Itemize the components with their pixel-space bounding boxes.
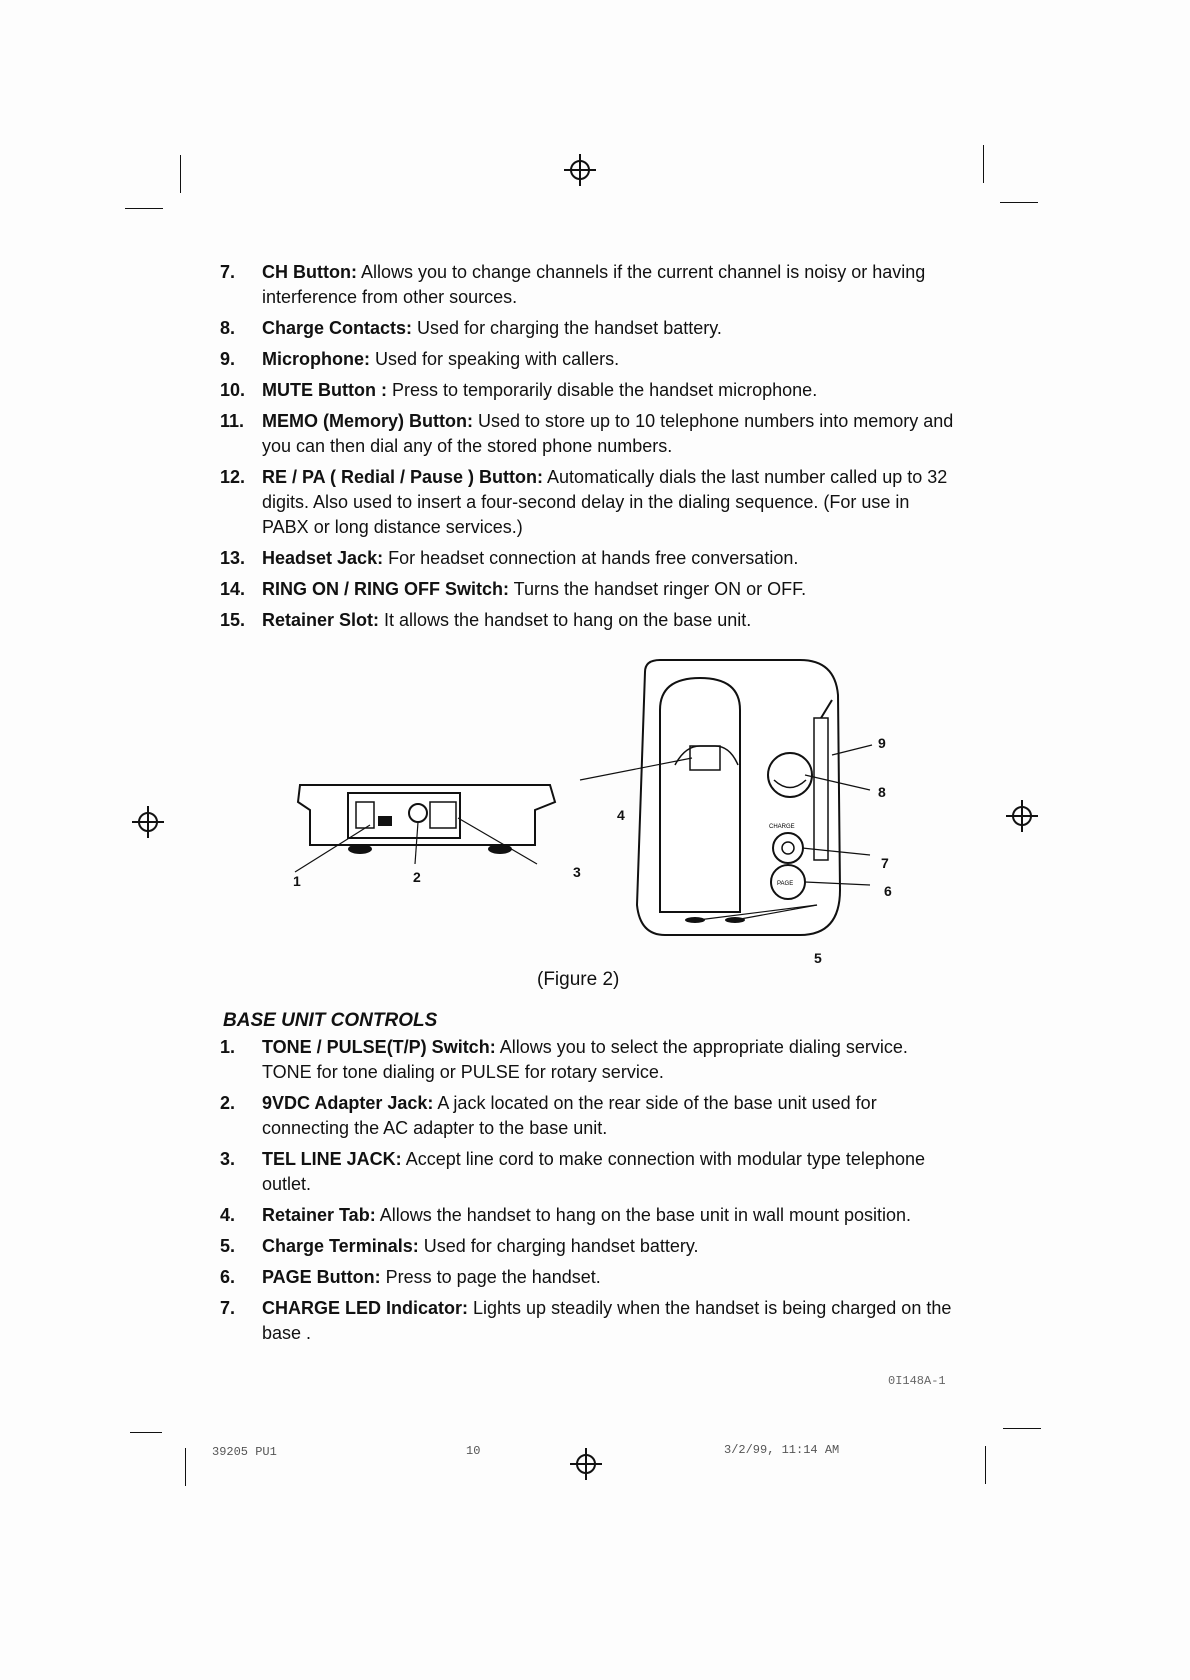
- item-number: 7.: [220, 1298, 236, 1318]
- item-term: MEMO (Memory) Button:: [262, 411, 473, 431]
- callout-number: 4: [617, 807, 625, 823]
- item-term: Charge Terminals:: [262, 1236, 419, 1256]
- list-item: [220, 1234, 960, 1259]
- item-term: Microphone:: [262, 349, 370, 369]
- list-item: [220, 465, 960, 540]
- list-item: [220, 1035, 960, 1085]
- footer-file-name: 39205 PU1: [212, 1445, 277, 1459]
- crop-mark: [180, 155, 181, 193]
- callout-number: 7: [881, 855, 889, 871]
- item-term: RE / PA ( Redial / Pause ) Button:: [262, 467, 544, 487]
- item-term: Charge Contacts:: [262, 318, 413, 338]
- item-number: 3.: [220, 1149, 236, 1169]
- item-number: 1.: [220, 1037, 236, 1057]
- base-unit-rear-view: [298, 785, 555, 854]
- item-number: 8.: [220, 318, 236, 338]
- item-description: It allows the handset to hang on the base unit.: [379, 610, 752, 630]
- item-description: Automatically dials the last number called up to 32 digits. Also used to insert a four-second delay in the dialing sequence. (For use in PABX or long distance services.): [262, 467, 948, 537]
- item-number: 5.: [220, 1236, 236, 1256]
- callout-number: 2: [413, 869, 421, 885]
- item-number: 15.: [220, 610, 246, 630]
- item-number: 4.: [220, 1205, 236, 1225]
- item-number: 11.: [220, 411, 245, 431]
- page-button-label: PAGE: [777, 881, 794, 887]
- section-heading: BASE UNIT CONTROLS: [223, 1010, 438, 1031]
- list-item: [220, 1147, 960, 1197]
- base-unit-front-view: [637, 660, 840, 935]
- item-term: PAGE Button:: [262, 1267, 381, 1287]
- item-description: Press to temporarily disable the handset microphone.: [386, 380, 818, 400]
- list-item: [220, 260, 960, 310]
- item-term: 9VDC Adapter Jack:: [262, 1093, 434, 1113]
- item-number: 6.: [220, 1267, 236, 1287]
- item-term: MUTE Button :: [262, 380, 387, 400]
- callout-number: 9: [878, 735, 886, 751]
- list-item: [220, 1296, 960, 1346]
- item-description: Allows the handset to hang on the base unit in wall mount position.: [375, 1205, 912, 1225]
- callout-number: 3: [573, 864, 581, 880]
- list-item: [220, 608, 960, 633]
- crop-mark: [130, 1432, 162, 1433]
- list-item: [220, 1203, 960, 1228]
- item-term: Retainer Tab:: [262, 1205, 376, 1225]
- item-description: Allows you to change channels if the current channel is noisy or having interference from other sources.: [262, 262, 926, 307]
- list-item: [220, 577, 960, 602]
- item-description: For headset connection at hands free conversation.: [383, 548, 799, 568]
- list-item: [220, 409, 960, 459]
- list-item: [220, 347, 960, 372]
- item-description: Accept line cord to make connection with modular type telephone outlet.: [262, 1149, 925, 1194]
- item-description: Lights up steadily when the handset is being charged on the base .: [262, 1298, 952, 1343]
- registration-mark-icon: [560, 150, 600, 190]
- charge-button-label: CHARGE: [769, 824, 795, 830]
- item-description: Allows you to select the appropriate dialing service. TONE for tone dialing or PULSE for rotary service.: [262, 1037, 908, 1082]
- crop-mark: [985, 1446, 986, 1484]
- list-item: [220, 1091, 960, 1141]
- registration-mark-icon: [566, 1444, 606, 1484]
- registration-mark-icon: [128, 802, 168, 842]
- list-item: [220, 546, 960, 571]
- item-description: Used to store up to 10 telephone numbers into memory and you can then dial any of the stored phone numbers.: [262, 411, 954, 456]
- item-number: 7.: [220, 262, 236, 282]
- item-number: 13.: [220, 548, 246, 568]
- item-description: Used for speaking with callers.: [370, 349, 620, 369]
- handset-feature-list: [220, 260, 960, 639]
- crop-mark: [125, 208, 163, 209]
- item-description: Used for charging handset battery.: [418, 1236, 699, 1256]
- item-number: 9.: [220, 349, 236, 369]
- item-term: Headset Jack:: [262, 548, 384, 568]
- document-code: 0I148A-1: [888, 1374, 946, 1388]
- base-unit-controls-list: [220, 1035, 960, 1352]
- callout-number: 5: [814, 950, 822, 966]
- item-description: Used for charging the handset battery.: [412, 318, 722, 338]
- item-term: TONE / PULSE(T/P) Switch:: [262, 1037, 496, 1057]
- callout-number: 1: [293, 873, 301, 889]
- crop-mark: [983, 145, 984, 183]
- item-term: TEL LINE JACK:: [262, 1149, 402, 1169]
- registration-mark-icon: [1002, 796, 1042, 836]
- item-term: CH Button:: [262, 262, 357, 282]
- item-description: A jack located on the rear side of the base unit used for connecting the AC adapter to the base unit.: [262, 1093, 877, 1138]
- item-number: 2.: [220, 1093, 236, 1113]
- list-item: [220, 378, 960, 403]
- page-number: 10: [466, 1444, 481, 1458]
- figure-caption: (Figure 2): [537, 969, 620, 990]
- item-term: Retainer Slot:: [262, 610, 380, 630]
- figure-2-illustration: [280, 650, 920, 980]
- list-item: [220, 316, 960, 341]
- item-term: RING ON / RING OFF Switch:: [262, 579, 509, 599]
- item-description: Turns the handset ringer ON or OFF.: [509, 579, 807, 599]
- crop-mark: [1003, 1428, 1041, 1429]
- item-number: 10.: [220, 380, 246, 400]
- item-number: 12.: [220, 467, 246, 487]
- callout-number: 8: [878, 784, 886, 800]
- footer-timestamp: 3/2/99, 11:14 AM: [724, 1443, 840, 1457]
- list-item: [220, 1265, 960, 1290]
- item-number: 14.: [220, 579, 246, 599]
- crop-mark: [1000, 202, 1038, 203]
- crop-mark: [185, 1448, 186, 1486]
- callout-number: 6: [884, 883, 892, 899]
- item-description: Press to page the handset.: [380, 1267, 601, 1287]
- item-term: CHARGE LED Indicator:: [262, 1298, 469, 1318]
